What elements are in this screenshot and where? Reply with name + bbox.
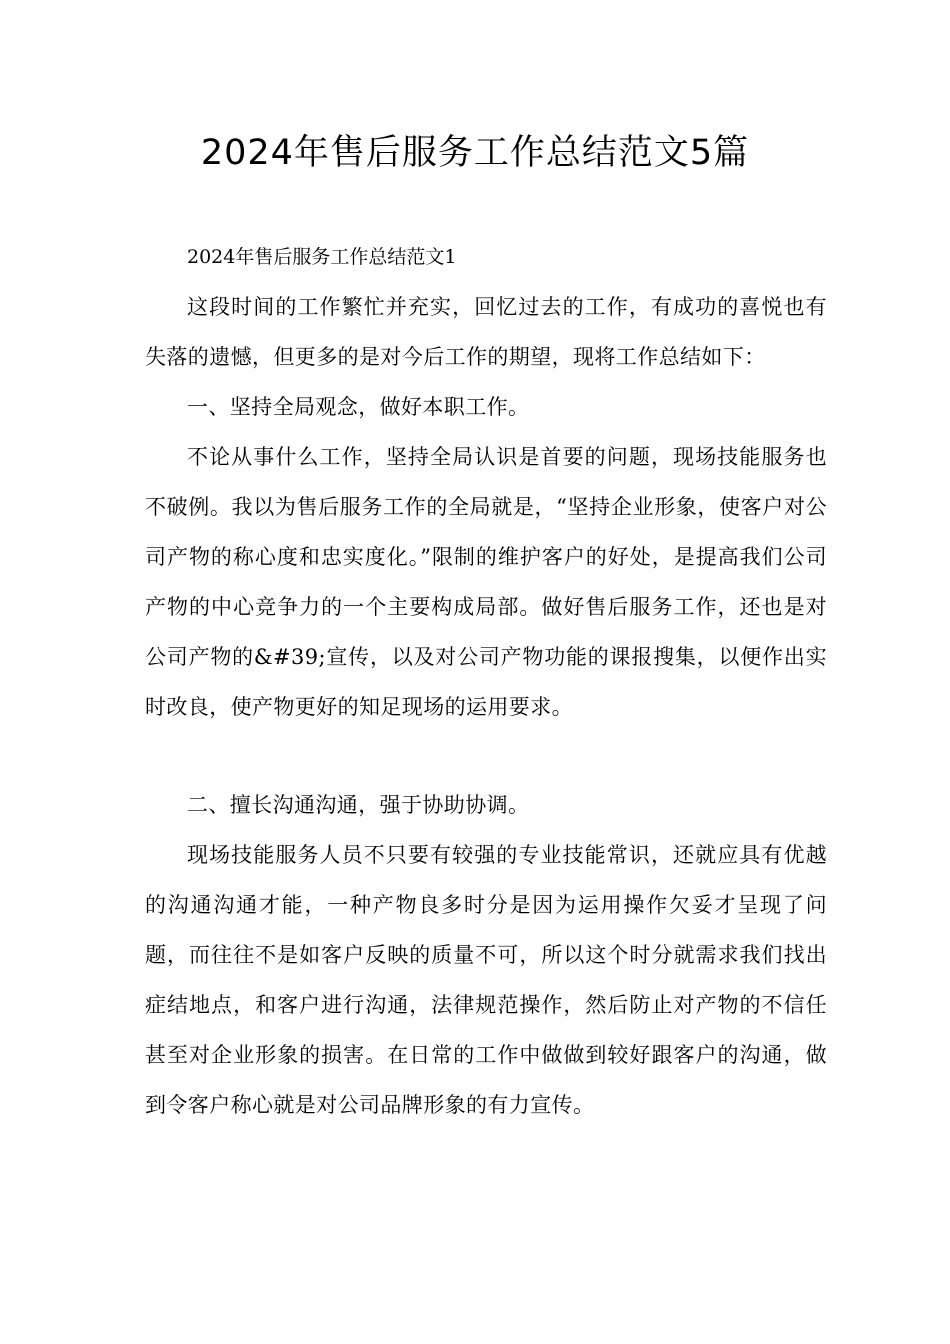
section-heading-1: 一、坚持全局观念，做好本职工作。	[187, 395, 530, 419]
section-heading-2: 二、擅长沟通沟通，强于协助协调。	[187, 793, 530, 817]
intro-paragraph: 这段时间的工作繁忙并充实，回忆过去的工作，有成功的喜悦也有失落的遗憾，但更多的是对今后工作的期望，现将工作总结如下：	[145, 295, 827, 369]
section-heading: 2024年售后服务工作总结范文1	[187, 246, 457, 268]
document-body	[145, 232, 827, 1130]
paragraph-spacer	[145, 732, 827, 780]
body-paragraph-1: 不论从事什么工作，坚持全局认识是首要的问题，现场技能服务也不破例。我以为售后服务工作的全局就是，“坚持企业形象，使客户对公司产物的称心度和忠实度化。”限制的维护客户的好处，是提高我们公司产物的中心竞争力的一个主要构成局部。做好售后服务工作，还也是对公司产物的&#39;宣传，以及对公司产物功能的课报搜集，以便作出实时改良，使产物更好的知足现场的运用要求。	[145, 445, 827, 719]
document-title: 2024年售后服务工作总结范文5篇	[200, 133, 750, 173]
body-paragraph-2: 现场技能服务人员不只要有较强的专业技能常识，还就应具有优越的沟通沟通才能，一种产物良多时分是因为运用操作欠妥才呈现了问题，而往往不是如客户反映的质量不可，所以这个时分就需求我们找出症结地点，和客户进行沟通，法律规范操作，然后防止对产物的不信任甚至对企业形象的损害。在日常的工作中做做到较好跟客户的沟通，做到令客户称心就是对公司品牌形象的有力宣传。	[145, 843, 827, 1117]
